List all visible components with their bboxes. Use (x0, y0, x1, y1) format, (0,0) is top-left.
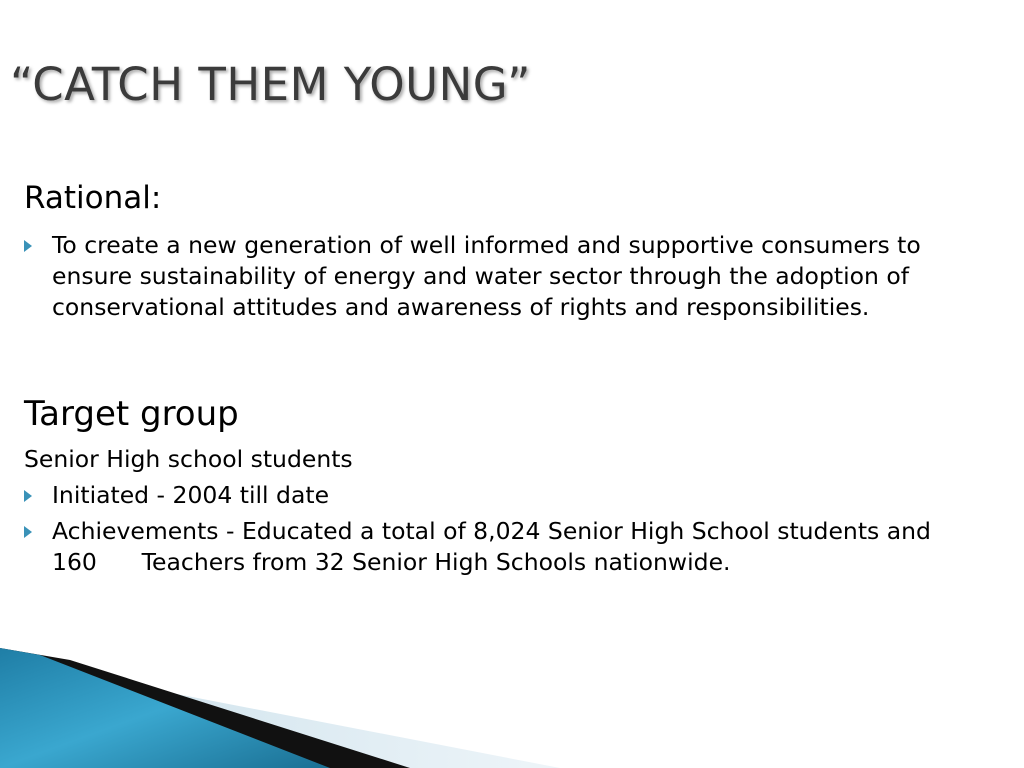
achievements-bullet-text: Achievements - Educated a total of 8,024 Senior High School students and 160 Teachers from 32 Senior High Schools nationwide. (52, 517, 939, 576)
target-group-subtitle: Senior High school students (24, 445, 353, 473)
triangle-right-icon (24, 490, 32, 502)
triangle-right-icon (24, 526, 32, 538)
rational-bullet (24, 230, 964, 323)
triangle-right-icon (24, 240, 32, 252)
swoosh-blue-band (0, 648, 330, 768)
target-group-heading: Target group (24, 394, 239, 434)
achievements-bullet (24, 516, 964, 578)
rational-heading: Rational: (24, 180, 162, 216)
rational-bullet-text: To create a new generation of well informed and supportive consumers to ensure sustainability of energy and water sector through the adoption of conservational attitudes and awareness of rights and responsibilities. (52, 231, 929, 321)
initiated-bullet-text: Initiated - 2004 till date (52, 481, 330, 509)
slide-title: “CATCH THEM YOUNG” (10, 58, 531, 111)
initiated-bullet (24, 480, 964, 511)
